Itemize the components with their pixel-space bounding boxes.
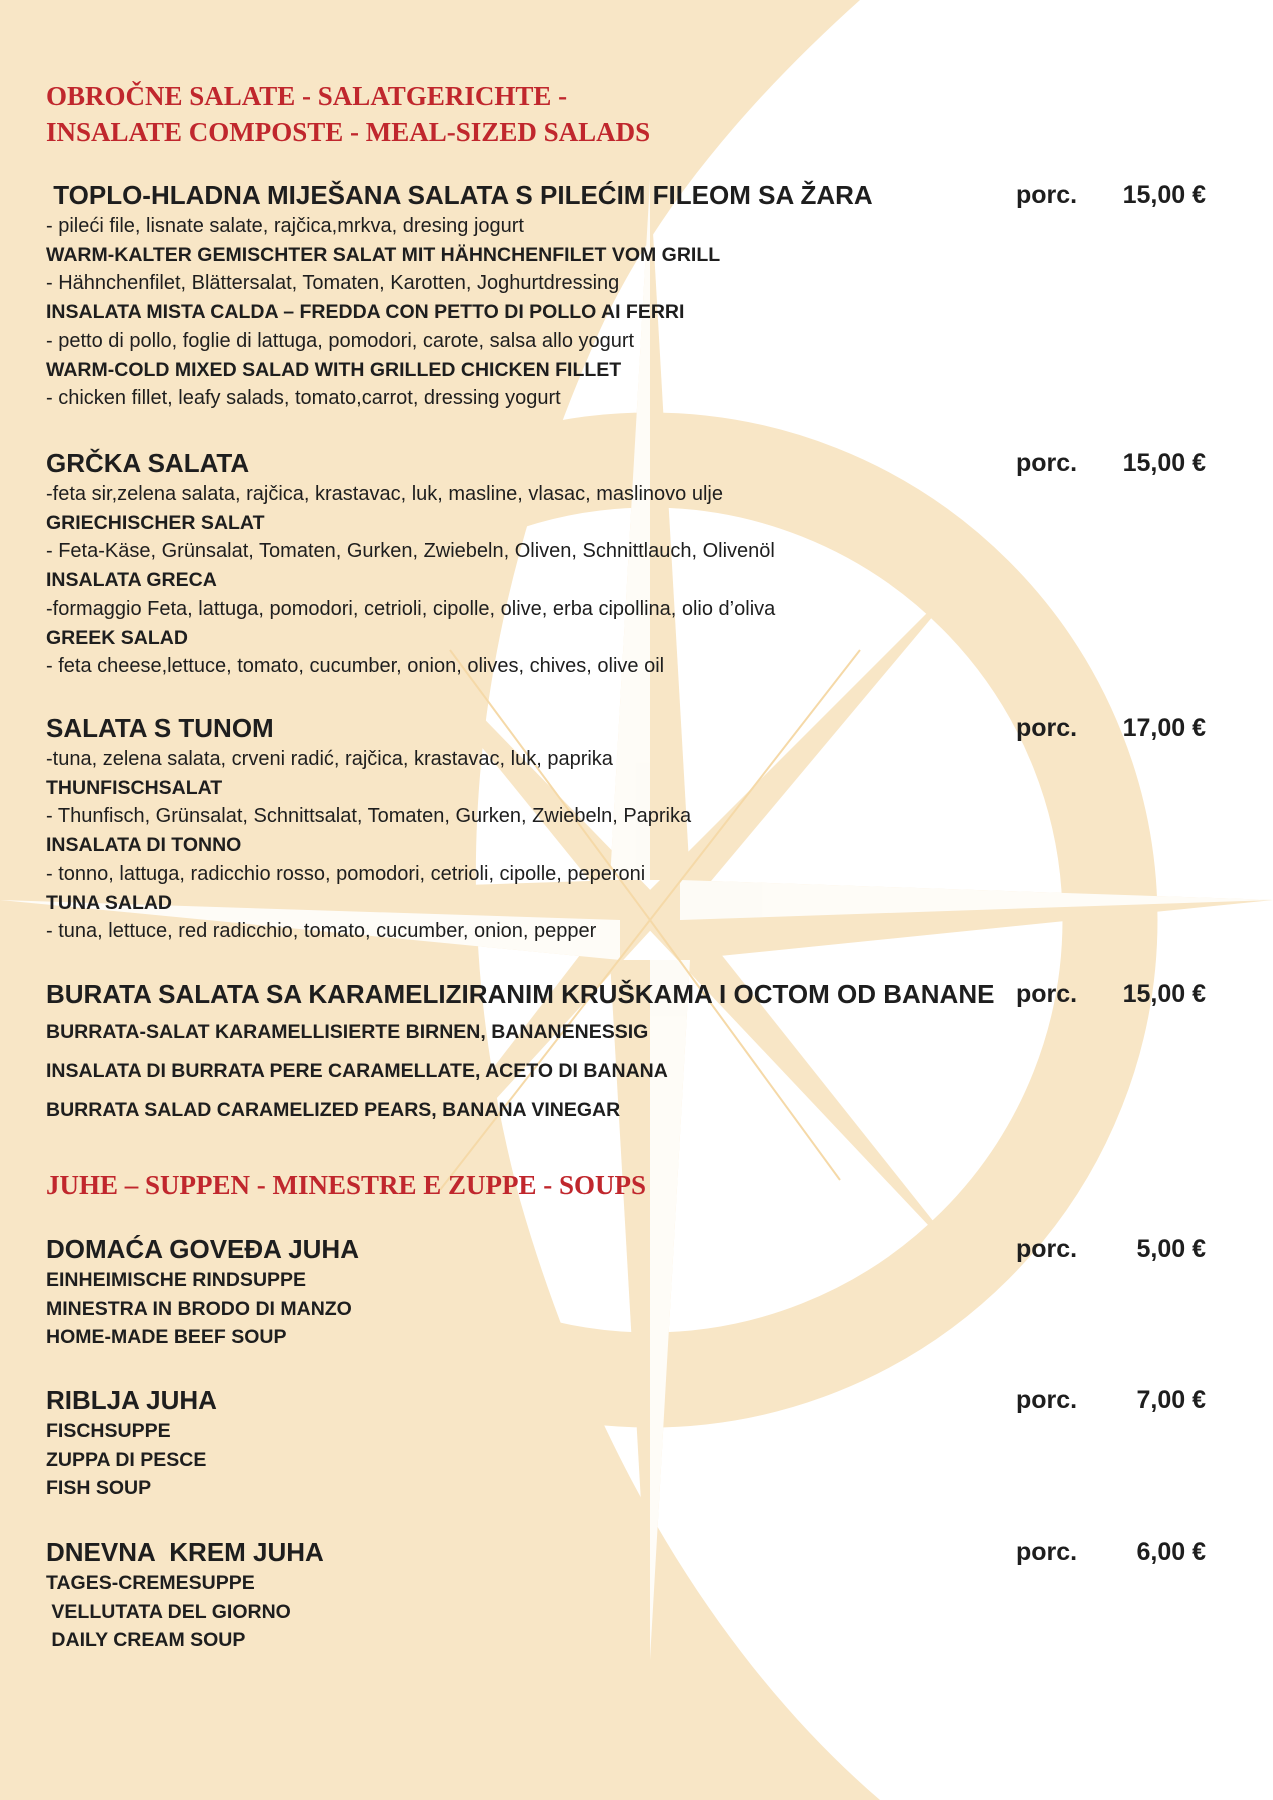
menu-item (46, 1232, 1206, 1352)
translation-title: INSALATA DI TONNO (46, 834, 242, 857)
translation-title: FISCHSUPPE (46, 1420, 171, 1442)
description-line: - Thunfisch, Grünsalat, Schnittsalat, Tomaten, Gurken, Zwiebeln, Paprika (46, 805, 692, 828)
item-description (46, 745, 1206, 946)
item-title: BURATA SALATA SA KARAMELIZIRANIM KRUŠKAMA I OCTOM OD BANANE (46, 979, 995, 1009)
description-line: - tonno, lattuga, radicchio rosso, pomodori, cetrioli, cipolle, peperoni (46, 862, 646, 885)
translation-title: WARM-KALTER GEMISCHTER SALAT MIT HÄHNCHENFILET VOM GRILL (46, 243, 721, 266)
translation-title: BURRATA SALAD CARAMELIZED PEARS, BANANA VINEGAR (46, 1099, 621, 1121)
item-unit: porc. (1016, 1235, 1078, 1263)
item-title: RIBLJA JUHA (46, 1385, 217, 1415)
item-price: 15,00 € (1122, 449, 1206, 477)
translation-title: HOME-MADE BEEF SOUP (46, 1326, 287, 1349)
translation-title: TAGES-CREMESUPPE (46, 1572, 255, 1594)
menu-item (46, 1383, 1206, 1503)
item-unit: porc. (1016, 1386, 1078, 1414)
description-line: - tuna, lettuce, red radicchio, tomato, cucumber, onion, pepper (46, 920, 597, 943)
translation-title: ZUPPA DI PESCE (46, 1448, 207, 1471)
section-title-line: OBROČNE SALATE - SALATGERICHTE - (46, 81, 568, 111)
item-title: GRČKA SALATA (46, 448, 250, 478)
menu-item (46, 977, 1206, 1130)
item-title: SALATA S TUNOM (46, 713, 274, 743)
item-description (46, 1013, 1206, 1130)
description-line: -tuna, zelena salata, crveni radić, rajčica, krastavac, luk, paprika (46, 748, 613, 770)
item-unit: porc. (1016, 181, 1078, 209)
item-description (46, 1569, 1206, 1655)
item-title: TOPLO-HLADNA MIJEŠANA SALATA S PILEĆIM FILEOM SA ŽARA (46, 180, 873, 210)
item-price: 15,00 € (1122, 181, 1206, 209)
item-unit: porc. (1016, 1538, 1078, 1566)
item-price: 6,00 € (1136, 1538, 1206, 1566)
item-title: DNEVNA KREM JUHA (46, 1537, 324, 1567)
translation-title: INSALATA DI BURRATA PERE CARAMELLATE, ACETO DI BANANA (46, 1060, 668, 1082)
translation-title: MINESTRA IN BRODO DI MANZO (46, 1297, 352, 1320)
translation-title: EINHEIMISCHE RINDSUPPE (46, 1269, 307, 1291)
item-price: 15,00 € (1122, 980, 1206, 1008)
translation-title: INSALATA MISTA CALDA – FREDDA CON PETTO DI POLLO AI FERRI (46, 301, 685, 324)
description-line: -feta sir,zelena salata, rajčica, krastavac, luk, masline, vlasac, maslinovo ulje (46, 483, 723, 505)
description-line: - pileći file, lisnate salate, rajčica,mrkva, dresing jogurt (46, 215, 524, 237)
item-price: 5,00 € (1136, 1235, 1206, 1263)
translation-title: VELLUTATA DEL GIORNO (46, 1600, 291, 1623)
item-price: 7,00 € (1136, 1386, 1206, 1414)
description-line: - Hähnchenfilet, Blättersalat, Tomaten, Karotten, Joghurtdressing (46, 272, 620, 295)
item-title: DOMAĆA GOVEĐA JUHA (46, 1234, 359, 1264)
item-unit: porc. (1016, 714, 1078, 742)
item-description (46, 1417, 1206, 1503)
item-description (46, 212, 1206, 413)
translation-title: INSALATA GRECA (46, 569, 217, 592)
translation-title: THUNFISCHSALAT (46, 776, 223, 799)
translation-title: FISH SOUP (46, 1477, 152, 1500)
menu-item (46, 1535, 1206, 1655)
translation-title: DAILY CREAM SOUP (46, 1629, 246, 1652)
item-unit: porc. (1016, 449, 1078, 477)
translation-title: GREEK SALAD (46, 626, 188, 649)
menu-item (46, 178, 1206, 413)
translation-title: WARM-COLD MIXED SALAD WITH GRILLED CHICKEN FILLET (46, 358, 622, 381)
section-title-line: INSALATE COMPOSTE - MEAL-SIZED SALADS (46, 117, 651, 147)
menu-item (46, 711, 1206, 946)
item-price: 17,00 € (1122, 714, 1206, 742)
description-line: -formaggio Feta, lattuga, pomodori, cetrioli, cipolle, olive, erba cipollina, olio d’oliva (46, 597, 776, 620)
description-line: - feta cheese,lettuce, tomato, cucumber, onion, olives, chives, olive oil (46, 655, 665, 678)
translation-title: TUNA SALAD (46, 891, 173, 914)
menu-item (46, 446, 1206, 681)
section-title-salads (46, 78, 650, 150)
section-title-soups (46, 1167, 646, 1203)
description-line: - chicken fillet, leafy salads, tomato,carrot, dressing yogurt (46, 387, 561, 410)
item-unit: porc. (1016, 980, 1078, 1008)
translation-title: GRIECHISCHER SALAT (46, 511, 265, 534)
item-description (46, 1266, 1206, 1352)
description-line: - Feta-Käse, Grünsalat, Tomaten, Gurken, Zwiebeln, Oliven, Schnittlauch, Olivenöl (46, 540, 775, 563)
description-line: - petto di pollo, foglie di lattuga, pomodori, carote, salsa allo yogurt (46, 329, 635, 352)
translation-title: BURRATA-SALAT KARAMELLISIERTE BIRNEN, BANANENESSIG (46, 1021, 649, 1043)
item-description (46, 480, 1206, 681)
section-title-line: JUHE – SUPPEN - MINESTRE E ZUPPE - SOUPS (46, 1170, 647, 1200)
